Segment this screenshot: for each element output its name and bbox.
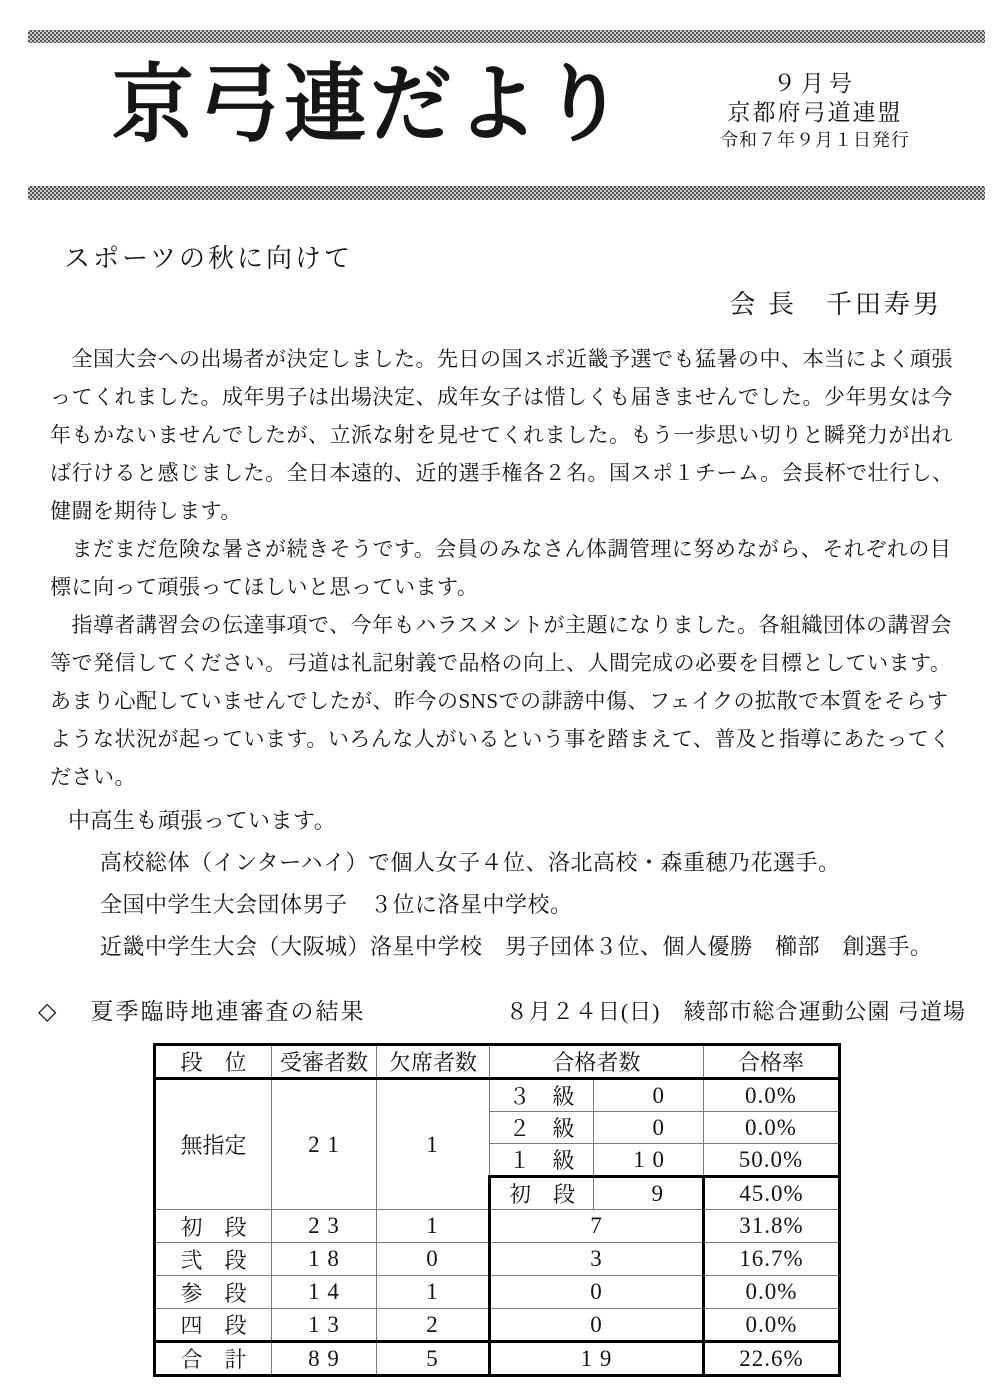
cell-grade-rate: 0.0% (704, 1112, 840, 1144)
cell-rate: 31.8% (704, 1210, 840, 1243)
cell-grade-rate: 50.0% (704, 1144, 840, 1177)
exam-section-header (38, 993, 966, 1026)
youth-intro: 中高生も頑張っています。 (68, 808, 337, 833)
cell-examinees-total: 8 9 (272, 1342, 377, 1376)
cell-passed: 3 (490, 1243, 704, 1276)
publish-date: 令和７年９月１日発行 (720, 130, 910, 151)
cell-absentees-total: 5 (377, 1342, 490, 1376)
cell-rank: 参 段 (155, 1276, 272, 1309)
cell-passed: 0 (490, 1309, 704, 1342)
cell-examinees: 1 4 (272, 1276, 377, 1309)
decorative-bar-top (28, 30, 985, 43)
issue-info-block (693, 70, 937, 151)
issue-number: ９月号 (773, 71, 857, 96)
cell-grade-rate: 45.0% (704, 1177, 840, 1210)
col-header-pass-rate: 合格率 (704, 1045, 840, 1079)
body-line: 標に向って頑張ってほしいと思っています。 (50, 575, 479, 599)
cell-absentees: 2 (377, 1309, 490, 1342)
body-line: ってくれました。成年男子は出場決定、成年女子は惜しくも届きませんでした。少年男女は今 (50, 385, 953, 409)
cell-grade-passed: 9 (594, 1177, 704, 1210)
cell-absentees: 0 (377, 1243, 490, 1276)
body-line: ような状況が起っています。いろんな人がいるという事を踏まえて、普及と指導にあたってく (50, 727, 951, 751)
decorative-bar-bottom (28, 186, 985, 200)
cell-rank: 四 段 (155, 1309, 272, 1342)
body-line: ば行けると感じました。全日本遠的、近的選手権各２名。国スポ１チーム。会長杯で壮行し、 (50, 461, 954, 485)
cell-rate: 0.0% (704, 1309, 840, 1342)
article-heading: スポーツの秋に向けて (64, 244, 353, 273)
cell-examinees-unranked: 2 1 (272, 1079, 377, 1210)
body-line: 全国大会への出場者が決定しました。先日の国スポ近畿予選でも猛暑の中、本当によく頑張 (50, 347, 953, 371)
body-line: あまり心配していませんでしたが、昨今のSNSでの誹謗中傷、フェイクの拡散で本質をそらす (50, 689, 949, 713)
cell-rate: 0.0% (704, 1276, 840, 1309)
newsletter-title: 京弓連だより (112, 57, 629, 152)
body-line: 年もかないませんでしたが、立派な射を見せてくれました。もう一歩思い切りと瞬発力が出れ (50, 423, 953, 447)
cell-examinees: 1 3 (272, 1309, 377, 1342)
cell-passed: 7 (490, 1210, 704, 1243)
body-line: 等で発信してください。弓道は礼記射義で品格の向上、人間完成の必要を目標としています。 (50, 651, 952, 675)
body-line: 健闘を期待します。 (50, 499, 242, 523)
organization-name: 京都府弓道連盟 (727, 100, 903, 126)
cell-grade-passed: 0 (594, 1079, 704, 1112)
cell-grade-rate: 0.0% (704, 1079, 840, 1112)
exam-date-venue: ８月２４日(日) 綾部市総合運動公園 弓道場 (505, 999, 966, 1024)
cell-grade-passed: 0 (594, 1112, 704, 1144)
cell-rate-total: 22.6% (704, 1342, 840, 1376)
exam-section-title: 夏季臨時地連審査の結果 (90, 999, 366, 1024)
cell-rank: 初 段 (155, 1210, 272, 1243)
col-header-examinees: 受審者数 (272, 1045, 377, 1079)
cell-absentees-unranked: 1 (377, 1079, 490, 1210)
body-line: まだまだ危険な暑さが続きそうです。会員のみなさん体調管理に努めながら、それぞれの目 (50, 537, 952, 561)
col-header-passers: 合格者数 (490, 1045, 704, 1079)
youth-item: 近畿中学生大会（大阪城）洛星中学校 男子団体３位、個人優勝 櫛部 創選手。 (100, 934, 933, 959)
cell-grade-label: ２ 級 (490, 1112, 594, 1144)
cell-grade-label: ３ 級 (490, 1079, 594, 1112)
cell-rank-unranked: 無指定 (155, 1079, 272, 1210)
cell-rank-total: 合 計 (155, 1342, 272, 1376)
cell-examinees: 2 3 (272, 1210, 377, 1243)
exam-results-table (153, 1043, 841, 1377)
cell-passed: 0 (490, 1276, 704, 1309)
youth-item: 全国中学生大会団体男子 ３位に洛星中学校。 (100, 892, 573, 917)
cell-grade-label: 初 段 (490, 1177, 594, 1210)
cell-rank: 弐 段 (155, 1243, 272, 1276)
article-body (50, 340, 952, 796)
col-header-rank: 段 位 (155, 1045, 272, 1079)
cell-absentees: 1 (377, 1276, 490, 1309)
cell-passed-total: 1 9 (490, 1342, 704, 1376)
cell-rate: 16.7% (704, 1243, 840, 1276)
article-byline: 会 長 千田寿男 (729, 290, 942, 319)
youth-results-section (68, 800, 933, 968)
cell-grade-passed: 1 0 (594, 1144, 704, 1177)
cell-absentees: 1 (377, 1210, 490, 1243)
body-line: 指導者講習会の伝達事項で、今年もハラスメントが主題になりました。各組織団体の講習会 (50, 613, 952, 637)
cell-examinees: 1 8 (272, 1243, 377, 1276)
body-line: ださい。 (50, 765, 136, 789)
diamond-bullet-icon: ◇ (38, 999, 57, 1025)
cell-grade-label: １ 級 (490, 1144, 594, 1177)
col-header-absentees: 欠席者数 (377, 1045, 490, 1079)
youth-item: 高校総体（インターハイ）で個人女子４位、洛北高校・森重穂乃花選手。 (100, 850, 841, 875)
